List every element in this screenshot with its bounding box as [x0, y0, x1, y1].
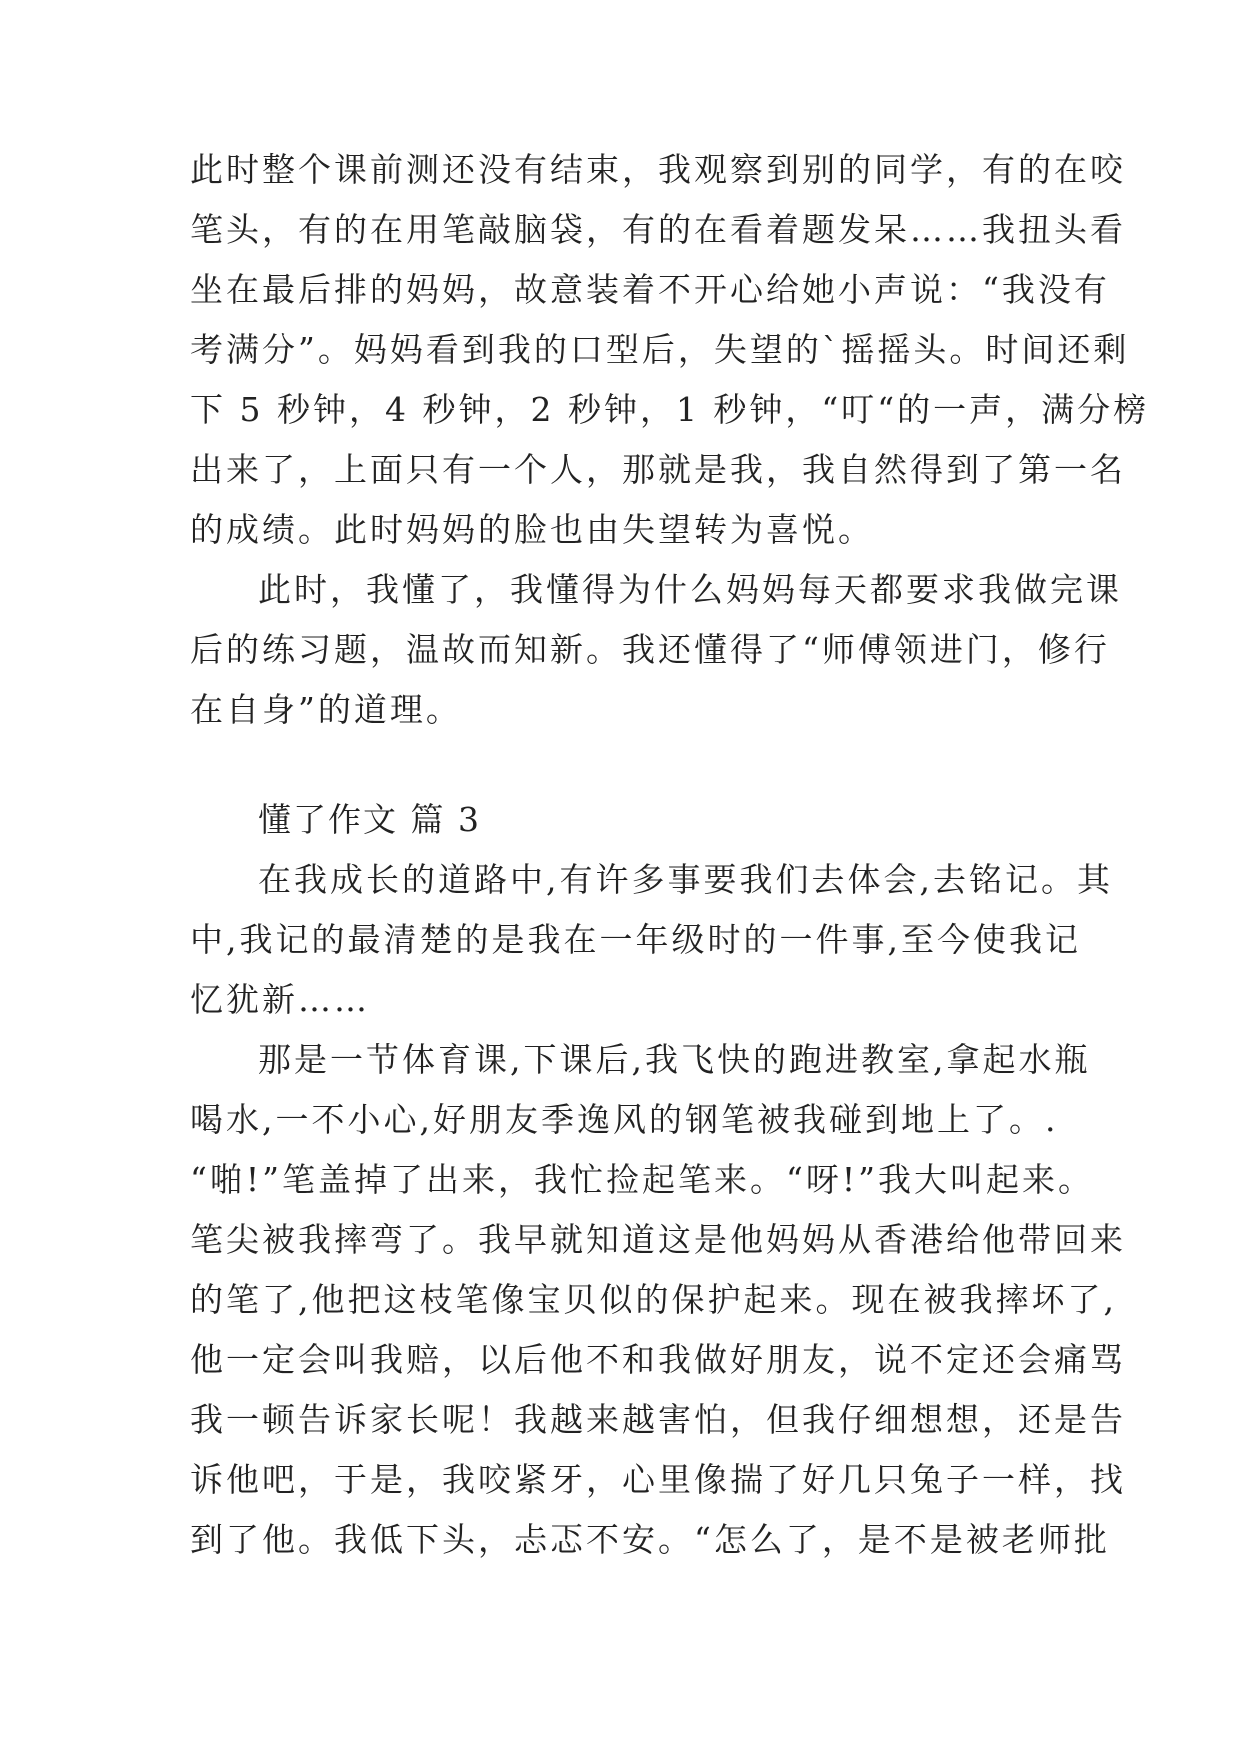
paragraph-line: “啪!”笔盖掉了出来，我忙捡起笔来。“呀!”我大叫起来。 — [190, 1160, 1095, 1199]
paragraph-line: 笔尖被我摔弯了。我早就知道这是他妈妈从香港给他带回来 — [190, 1220, 1126, 1259]
paragraph-line: 出来了，上面只有一个人，那就是我，我自然得到了第一名 — [190, 450, 1126, 489]
paragraph-line: 那是一节体育课,下课后,我飞快的跑进教室,拿起水瓶 — [258, 1040, 1091, 1079]
paragraph-line: 我一顿告诉家长呢！我越来越害怕，但我仔细想想，还是告 — [190, 1400, 1126, 1439]
paragraph-line: 喝水,一不小心,好朋友季逸风的钢笔被我碰到地上了。. — [190, 1100, 1059, 1139]
section-heading: 懂了作文 篇 3 — [258, 800, 481, 839]
paragraph-line: 中,我记的最清楚的是我在一年级时的一件事,至今使我记 — [190, 920, 1081, 959]
paragraph-line: 在自身”的道理。 — [190, 690, 462, 729]
paragraph-line: 此时整个课前测还没有结束，我观察到别的同学，有的在咬 — [190, 150, 1126, 189]
paragraph-line: 在我成长的道路中,有许多事要我们去体会,去铭记。其 — [258, 860, 1113, 899]
paragraph-line: 此时，我懂了，我懂得为什么妈妈每天都要求我做完课 — [258, 570, 1122, 609]
paragraph-line: 笔头，有的在用笔敲脑袋，有的在看着题发呆……我扭头看 — [190, 210, 1126, 249]
paragraph-line: 的笔了,他把这枝笔像宝贝似的保护起来。现在被我摔坏了, — [190, 1280, 1117, 1319]
paragraph-line: 诉他吧，于是，我咬紧牙，心里像揣了好几只兔子一样，找 — [190, 1460, 1126, 1499]
paragraph-line: 到了他。我低下头，忐忑不安。“怎么了，是不是被老师批 — [190, 1520, 1110, 1559]
paragraph-line: 后的练习题，温故而知新。我还懂得了“师傅领进门，修行 — [190, 630, 1110, 669]
paragraph-line: 坐在最后排的妈妈，故意装着不开心给她小声说：“我没有 — [190, 270, 1110, 309]
paragraph-line: 他一定会叫我赔，以后他不和我做好朋友，说不定还会痛骂 — [190, 1340, 1126, 1379]
paragraph-line: 忆犹新…… — [190, 980, 370, 1019]
paragraph-line: 下 5 秒钟，4 秒钟，2 秒钟，1 秒钟，“叮“的一声，满分榜 — [190, 390, 1150, 429]
paragraph-line: 的成绩。此时妈妈的脸也由失望转为喜悦。 — [190, 510, 874, 549]
paragraph-line: 考满分”。妈妈看到我的口型后，失望的`摇摇头。时间还剩 — [190, 330, 1130, 369]
